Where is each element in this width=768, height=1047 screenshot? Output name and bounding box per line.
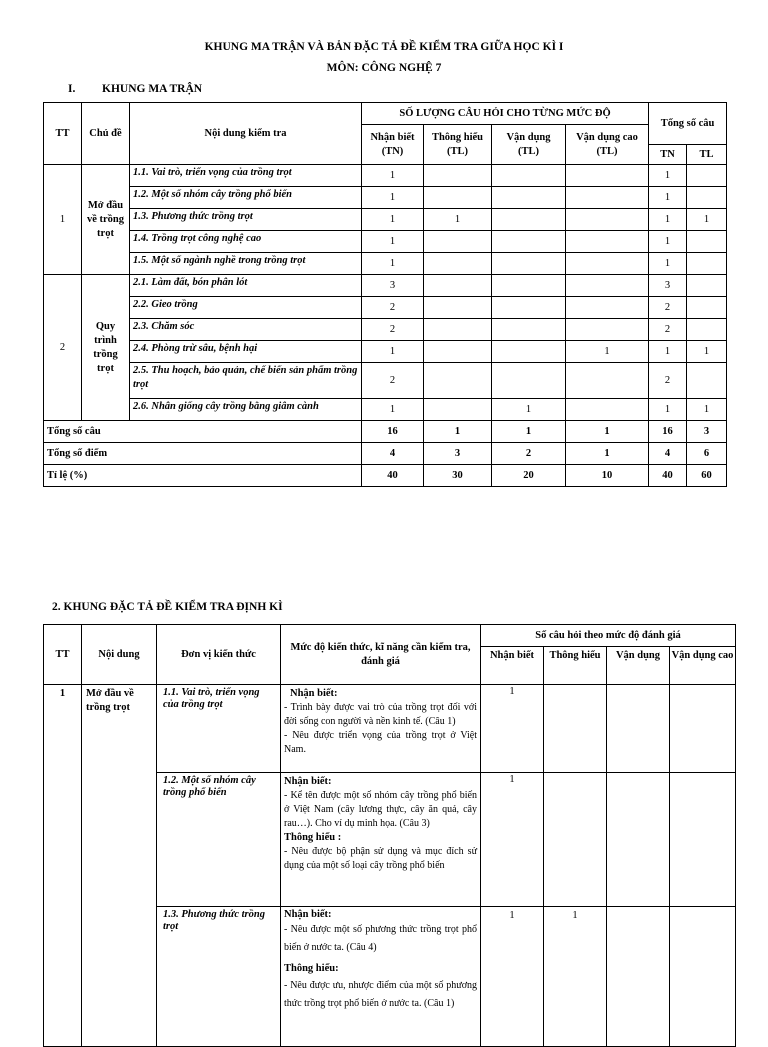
count-vd bbox=[492, 297, 566, 319]
spec-header-vdc: Vận dụng cao bbox=[670, 647, 736, 685]
spec-count-th bbox=[544, 773, 607, 907]
count-tn: 1 bbox=[649, 187, 687, 209]
matrix-table bbox=[43, 102, 727, 487]
level-text: - Kể tên được một số nhóm cây trồng phổ biến ở Việt Nam (cây lương thực, cây ăn quả, cây rau…). Cho ví dụ minh họa. (Câu 3) bbox=[284, 790, 477, 829]
spec-header-tt: TT bbox=[44, 625, 82, 685]
spec-table bbox=[43, 624, 736, 1047]
spec-header-vd: Vận dụng bbox=[607, 647, 670, 685]
count-tn: 3 bbox=[649, 275, 687, 297]
spec-description bbox=[281, 907, 481, 1047]
count-nb: 1 bbox=[362, 253, 424, 275]
spec-count-vd bbox=[607, 685, 670, 773]
lesson-cell: 2.6. Nhân giống cây trồng bằng giâm cành bbox=[130, 399, 362, 421]
count-nb: 3 bbox=[362, 275, 424, 297]
count-th bbox=[424, 253, 492, 275]
count-th bbox=[424, 231, 492, 253]
summary-label: Tỉ lệ (%) bbox=[44, 465, 362, 487]
count-vdc bbox=[566, 319, 649, 341]
level-text: - Nêu được một số phương thức trồng trọt phổ biến ở nước ta. (Câu 4) bbox=[284, 924, 477, 953]
spec-count-vd bbox=[607, 907, 670, 1047]
spec-description bbox=[281, 773, 481, 907]
count-tl bbox=[687, 253, 727, 275]
spec-header-th: Thông hiểu bbox=[544, 647, 607, 685]
level-text: - Nêu được ưu, nhược điểm của một số phương thức trồng trọt phổ biến ở nước ta. (Câu 1) bbox=[284, 980, 477, 1009]
count-nb: 2 bbox=[362, 297, 424, 319]
header-total: Tổng số câu bbox=[649, 103, 727, 145]
summary-vdc: 1 bbox=[566, 443, 649, 465]
count-tl bbox=[687, 275, 727, 297]
count-nb: 2 bbox=[362, 319, 424, 341]
level-label: Thông hiểu : bbox=[284, 832, 342, 843]
level-text: - Nêu được bộ phận sử dụng và mục đích sử dụng của một số loại cây trồng phổ biến bbox=[284, 846, 477, 871]
count-vd: 1 bbox=[492, 399, 566, 421]
summary-nb: 4 bbox=[362, 443, 424, 465]
count-tn: 2 bbox=[649, 363, 687, 399]
count-nb: 2 bbox=[362, 363, 424, 399]
section1-title: KHUNG MA TRẬN bbox=[102, 83, 203, 95]
header-level1: Nhận biết (TN) bbox=[362, 125, 424, 165]
count-nb: 1 bbox=[362, 209, 424, 231]
section1-number: I. bbox=[68, 83, 76, 95]
count-vd bbox=[492, 253, 566, 275]
count-tl bbox=[687, 363, 727, 399]
count-th bbox=[424, 319, 492, 341]
spec-topic-name: Mở đầu về trồng trọt bbox=[82, 685, 157, 1047]
count-vdc bbox=[566, 275, 649, 297]
lesson-cell: 1.3. Phương thức trồng trọt bbox=[130, 209, 362, 231]
count-th bbox=[424, 399, 492, 421]
count-tl bbox=[687, 319, 727, 341]
spec-header-unit: Đơn vị kiến thức bbox=[157, 625, 281, 685]
spec-unit: 1.3. Phương thức trồng trọt bbox=[157, 907, 281, 1047]
count-tl: 1 bbox=[687, 209, 727, 231]
header-tt: TT bbox=[44, 103, 82, 165]
summary-vd: 2 bbox=[492, 443, 566, 465]
summary-vd: 20 bbox=[492, 465, 566, 487]
level-label: Thông hiểu: bbox=[284, 963, 339, 974]
summary-th: 1 bbox=[424, 421, 492, 443]
count-th bbox=[424, 187, 492, 209]
count-vdc: 1 bbox=[566, 341, 649, 363]
count-vd bbox=[492, 165, 566, 187]
spec-count-vd bbox=[607, 773, 670, 907]
count-vdc bbox=[566, 187, 649, 209]
document-title: KHUNG MA TRẬN VÀ BẢN ĐẶC TẢ ĐỀ KIỂM TRA GIỮA HỌC KÌ I bbox=[204, 41, 564, 53]
spec-count-th: 1 bbox=[544, 907, 607, 1047]
summary-tn: 40 bbox=[649, 465, 687, 487]
spec-count-th bbox=[544, 685, 607, 773]
topic-name: Mở đầu về trồng trọt bbox=[82, 165, 130, 275]
spec-count-vdc bbox=[670, 685, 736, 773]
spec-topic-number: 1 bbox=[44, 685, 82, 1047]
spec-header-nb: Nhận biết bbox=[481, 647, 544, 685]
lesson-cell: 2.3. Chăm sóc bbox=[130, 319, 362, 341]
header-tn: TN bbox=[649, 145, 687, 165]
count-nb: 1 bbox=[362, 187, 424, 209]
level-label: Nhận biết: bbox=[284, 909, 332, 920]
level-text: - Trình bày được vai trò của trồng trọt đối với đời sống con người và nền kinh tế. (Câu 1) - Nêu được triển vọng của trồng trọt ở Việt Nam. bbox=[284, 702, 477, 755]
count-vdc bbox=[566, 363, 649, 399]
count-vd bbox=[492, 319, 566, 341]
summary-label: Tổng số câu bbox=[44, 421, 362, 443]
header-topic: Chủ đề bbox=[82, 103, 130, 165]
count-nb: 1 bbox=[362, 399, 424, 421]
level-label: Nhận biết: bbox=[290, 688, 338, 699]
spec-count-vdc bbox=[670, 773, 736, 907]
summary-nb: 16 bbox=[362, 421, 424, 443]
topic-number: 2 bbox=[44, 275, 82, 421]
count-vdc bbox=[566, 253, 649, 275]
header-level4: Vận dụng cao (TL) bbox=[566, 125, 649, 165]
spec-count-vdc bbox=[670, 907, 736, 1047]
count-tn: 1 bbox=[649, 209, 687, 231]
count-tn: 2 bbox=[649, 319, 687, 341]
spec-header-content: Nội dung bbox=[82, 625, 157, 685]
level-label: Nhận biết: bbox=[284, 776, 332, 787]
spec-header-level: Mức độ kiến thức, kĩ năng cần kiểm tra, đánh giá bbox=[281, 625, 481, 685]
count-vdc bbox=[566, 399, 649, 421]
summary-label: Tổng số điểm bbox=[44, 443, 362, 465]
count-th bbox=[424, 297, 492, 319]
header-level-group: SỐ LƯỢNG CÂU HỎI CHO TỪNG MỨC ĐỘ bbox=[362, 103, 649, 125]
header-level3: Vận dụng (TL) bbox=[492, 125, 566, 165]
summary-vd: 1 bbox=[492, 421, 566, 443]
lesson-cell: 1.4. Trồng trọt công nghệ cao bbox=[130, 231, 362, 253]
count-vd bbox=[492, 231, 566, 253]
lesson-cell: 2.5. Thu hoạch, bảo quản, chế biến sản phẩm trồng trọt bbox=[130, 363, 362, 399]
topic-number: 1 bbox=[44, 165, 82, 275]
spec-unit: 1.2. Một số nhóm cây trồng phổ biến bbox=[157, 773, 281, 907]
header-tl: TL bbox=[687, 145, 727, 165]
subject-title: MÔN: CÔNG NGHỆ 7 bbox=[326, 62, 442, 74]
count-tn: 1 bbox=[649, 399, 687, 421]
count-tn: 1 bbox=[649, 231, 687, 253]
count-tn: 1 bbox=[649, 165, 687, 187]
lesson-cell: 1.5. Một số ngành nghề trong trồng trọt bbox=[130, 253, 362, 275]
count-vd bbox=[492, 187, 566, 209]
count-vd bbox=[492, 275, 566, 297]
count-nb: 1 bbox=[362, 341, 424, 363]
count-nb: 1 bbox=[362, 231, 424, 253]
count-th bbox=[424, 341, 492, 363]
header-level2: Thông hiểu (TL) bbox=[424, 125, 492, 165]
count-vd bbox=[492, 363, 566, 399]
count-th bbox=[424, 165, 492, 187]
spec-header-group: Số câu hỏi theo mức độ đánh giá bbox=[481, 625, 736, 647]
count-th: 1 bbox=[424, 209, 492, 231]
count-tl: 1 bbox=[687, 399, 727, 421]
spec-description bbox=[281, 685, 481, 773]
summary-tl: 60 bbox=[687, 465, 727, 487]
count-vd bbox=[492, 209, 566, 231]
section1-heading bbox=[68, 83, 202, 95]
count-vdc bbox=[566, 165, 649, 187]
count-tn: 1 bbox=[649, 253, 687, 275]
count-vdc bbox=[566, 297, 649, 319]
summary-tl: 6 bbox=[687, 443, 727, 465]
section2-heading: 2. KHUNG ĐẶC TẢ ĐỀ KIỂM TRA ĐỊNH KÌ bbox=[52, 601, 283, 613]
lesson-cell: 2.4. Phòng trừ sâu, bệnh hại bbox=[130, 341, 362, 363]
spec-count-nb: 1 bbox=[481, 907, 544, 1047]
count-tn: 1 bbox=[649, 341, 687, 363]
count-tl bbox=[687, 297, 727, 319]
count-tl: 1 bbox=[687, 341, 727, 363]
header-content: Nội dung kiểm tra bbox=[130, 103, 362, 165]
summary-vdc: 10 bbox=[566, 465, 649, 487]
summary-th: 3 bbox=[424, 443, 492, 465]
lesson-cell: 2.1. Làm đất, bón phân lót bbox=[130, 275, 362, 297]
lesson-cell: 1.2. Một số nhóm cây trồng phổ biến bbox=[130, 187, 362, 209]
count-th bbox=[424, 275, 492, 297]
summary-vdc: 1 bbox=[566, 421, 649, 443]
summary-tn: 16 bbox=[649, 421, 687, 443]
spec-count-nb: 1 bbox=[481, 773, 544, 907]
count-tl bbox=[687, 231, 727, 253]
count-tl bbox=[687, 165, 727, 187]
count-nb: 1 bbox=[362, 165, 424, 187]
lesson-cell: 1.1. Vai trò, triển vọng của trồng trọt bbox=[130, 165, 362, 187]
topic-name: Quy trình trồng trọt bbox=[82, 275, 130, 421]
summary-tl: 3 bbox=[687, 421, 727, 443]
spec-unit: 1.1. Vai trò, triển vọng của trồng trọt bbox=[157, 685, 281, 773]
count-vd bbox=[492, 341, 566, 363]
count-th bbox=[424, 363, 492, 399]
count-vdc bbox=[566, 209, 649, 231]
lesson-cell: 2.2. Gieo trồng bbox=[130, 297, 362, 319]
count-tl bbox=[687, 187, 727, 209]
summary-tn: 4 bbox=[649, 443, 687, 465]
spec-count-nb: 1 bbox=[481, 685, 544, 773]
count-vdc bbox=[566, 231, 649, 253]
count-tn: 2 bbox=[649, 297, 687, 319]
summary-nb: 40 bbox=[362, 465, 424, 487]
summary-th: 30 bbox=[424, 465, 492, 487]
